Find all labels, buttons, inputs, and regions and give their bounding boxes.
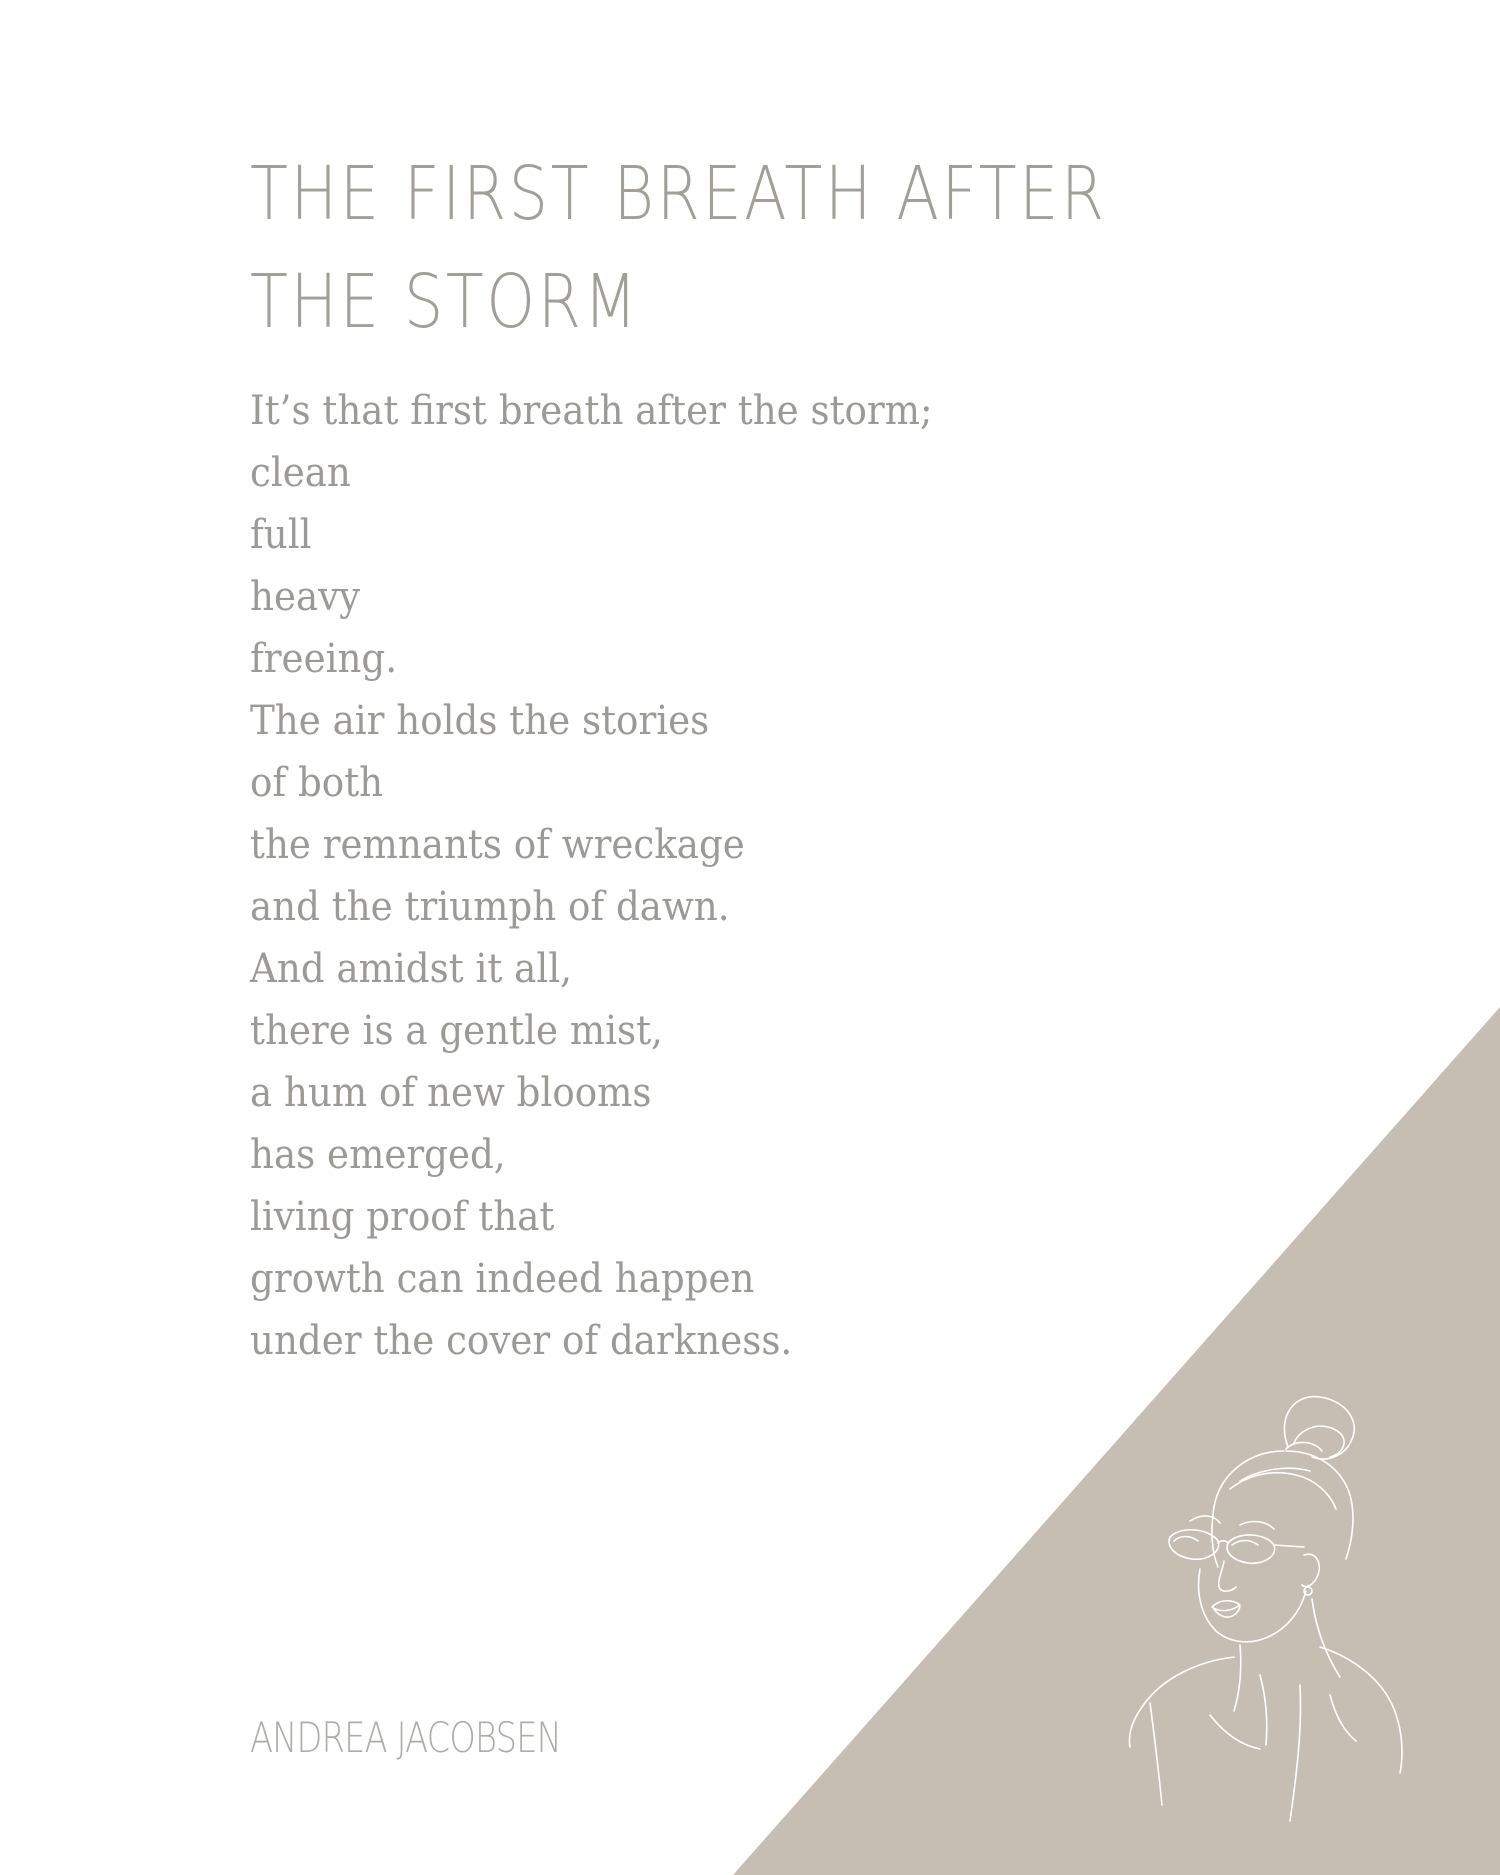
poem-line: living proof that <box>250 1194 555 1240</box>
poem-line: freeing. <box>250 636 398 682</box>
woman-line-drawing-icon <box>1090 1385 1430 1825</box>
poem-line: and the triumph of dawn. <box>250 884 730 930</box>
poem-line: the remnants of wreckage <box>250 822 745 868</box>
poem-line: there is a gentle mist, <box>250 1008 663 1054</box>
poem-line: It’s that first breath after the storm; <box>250 388 933 434</box>
poem-title-line: THE STORM <box>250 259 640 345</box>
poem-line: under the cover of darkness. <box>250 1318 793 1364</box>
poem-line: a hum of new blooms <box>250 1070 652 1116</box>
poem-title <box>250 140 1107 356</box>
poem-line: growth can indeed happen <box>250 1256 755 1302</box>
poem-line: And amidst it all, <box>250 946 572 992</box>
poem-line: has emerged, <box>250 1132 506 1178</box>
poem-body <box>250 380 984 1372</box>
poem-title-line: THE FIRST BREATH AFTER <box>250 151 1107 237</box>
author-signature: ANDREA JACOBSEN <box>250 1713 561 1762</box>
poem-line: The air holds the stories <box>250 698 710 744</box>
poem-line: of both <box>250 760 384 806</box>
poem-line: clean <box>250 450 351 496</box>
poem-line: full <box>250 512 312 558</box>
poem-line: heavy <box>250 574 361 620</box>
